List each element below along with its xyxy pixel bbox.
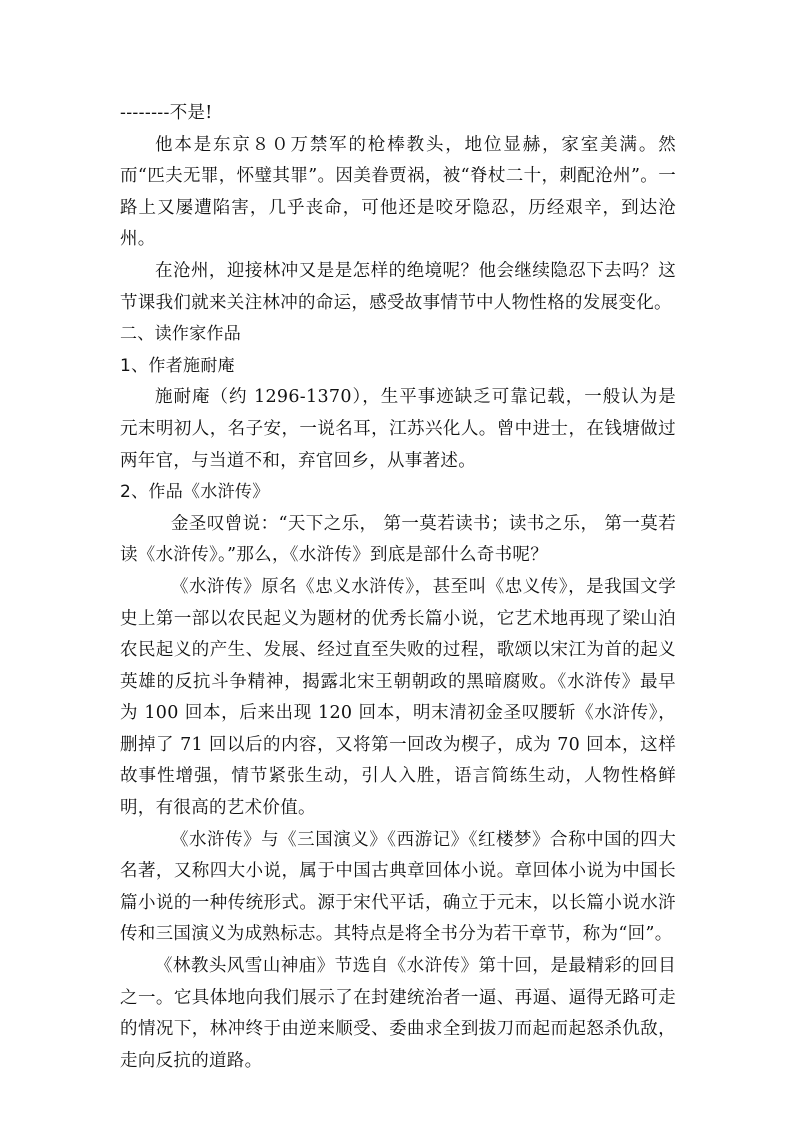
- classics-paragraph: 《水浒传》与《三国演义》《西游记》《红楼梦》合称中国的四大名著，又称四大小说，属于中国古典章回体小说。章回体小说为中国长篇小说的一种传统形式。源于宋代平话，确立于元末，以长篇小说水浒传和三国演义为成熟标志。其特点是将全书分为若干章节，称为“回”。: [120, 829, 676, 945]
- dash-line: --------不是!: [120, 103, 213, 123]
- author-paragraph: 施耐庵（约 1296-1370），生平事迹缺乏可靠记载，一般认为是元末明初人，名子安，一说名耳，江苏兴化人。曾中进士，在钱塘做过两年官，与当道不和，弃官回乡，从事著述。: [120, 387, 676, 471]
- section-heading: 二、读作家作品: [120, 324, 242, 345]
- author-heading: 1、作者施耐庵: [120, 355, 235, 376]
- chapter-paragraph: 《林教头风雪山神庙》节选自《水浒传》第十回，是最精彩的回目之一。它具体地向我们展示了在封建统治者一逼、再逼、逼得无路可走的情况下，林冲终于由逆来顺受、委曲求全到拔刀而起而起怒杀仇敌，走向反抗的道路。: [120, 956, 676, 1071]
- quote-paragraph: 金圣叹曾说：“天下之乐， 第一莫若读书；读书之乐， 第一莫若读《水浒传》。”那么，《水浒传》到底是部什么奇书呢？: [120, 513, 676, 566]
- work-heading: 2、作品《水浒传》: [120, 482, 270, 503]
- work-paragraph: 《水浒传》原名《忠义水浒传》，甚至叫《忠义传》，是我国文学史上第一部以农民起义为题材的优秀长篇小说，它艺术地再现了梁山泊农民起义的产生、发展、经过直至失败的过程，歌颂以宋江为首的起义英雄的反抗斗争精神，揭露北宋王朝朝政的黑暗腐败。《水浒传》最早为 100 回本，后来出现 120 回本，明末清初金圣叹腰斩《水浒传》，删掉了 71 回以后的内容，又将第一回改为楔子，成为 70 回本，这样故事性增强，情节紧张生动，引人入胜，语言简练生动，人物性格鲜明，有很高的艺术价值。: [120, 576, 676, 819]
- document-body: [120, 98, 676, 1077]
- intro-paragraph-1: 他本是东京８０万禁军的枪棒教头，地位显赫，家室美满。然而“匹夫无罪，怀璧其罪”。因美眷贾祸，被“脊杖二十，刺配沧州”。一路上又屡遭陷害，几乎丧命，可他还是咬牙隐忍，历经艰辛，到达沧州。: [120, 134, 676, 250]
- intro-paragraph-2: 在沧州，迎接林冲又是是怎样的绝境呢？他会继续隐忍下去吗？这节课我们就来关注林冲的命运，感受故事情节中人物性格的发展变化。: [120, 260, 676, 313]
